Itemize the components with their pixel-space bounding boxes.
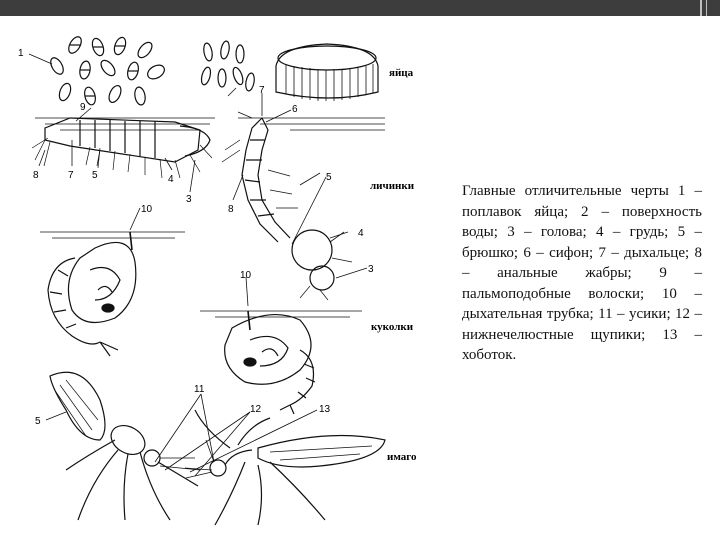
anopheles-adult <box>50 372 200 520</box>
stage-labels <box>370 67 417 463</box>
mosquito-development-figure <box>0 16 440 540</box>
label-10: 10 <box>240 270 252 281</box>
label-3: 3 <box>186 194 192 205</box>
label-12: 12 <box>250 404 262 415</box>
label-9: 9 <box>80 102 86 113</box>
label-4: 4 <box>168 174 174 185</box>
label-6: 6 <box>292 104 298 115</box>
label-3: 3 <box>368 264 374 275</box>
label-5: 5 <box>92 170 98 181</box>
aedes-eggs <box>200 40 256 91</box>
label-5: 5 <box>35 416 41 427</box>
label-8: 8 <box>33 170 39 181</box>
label-5: 5 <box>326 172 332 183</box>
top-bar-marker <box>700 0 702 16</box>
culex-egg-raft <box>276 44 378 101</box>
culex-adult <box>185 410 385 525</box>
label-10: 10 <box>141 204 153 215</box>
label-7: 7 <box>259 85 265 96</box>
pupa-water-lines <box>40 232 362 317</box>
legend-caption: Главные отличительные черты 1 – поплавок яйца; 2 – поверхность воды; 3 – голова; 4 – грудь; 5 – брюшко; 6 – сифон; 7 – дыхальце; 8 – анальные жабры; 9 – пальмоподобные волоски; 10 – дыхательная трубка; 11 – усики; 12 – нижнечелюстные щупики; 13 – хоботок. <box>462 183 702 363</box>
stage-label-larvae: личинки <box>370 180 415 192</box>
label-13: 13 <box>319 404 331 415</box>
label-11: 11 <box>194 384 205 395</box>
legend-text-block <box>462 181 702 366</box>
water-surface-lines <box>35 118 385 130</box>
stage-label-eggs: яйца <box>389 67 414 79</box>
label-7: 7 <box>68 170 74 181</box>
slide-top-bar <box>0 0 720 16</box>
stage-label-adults: имаго <box>387 451 417 463</box>
label-4: 4 <box>358 228 364 239</box>
label-8: 8 <box>228 204 234 215</box>
top-bar-marker <box>706 0 707 16</box>
number-labels <box>18 48 374 427</box>
culex-pupa <box>225 311 315 414</box>
stage-label-pupae: куколки <box>371 321 414 333</box>
anopheles-eggs <box>48 35 167 106</box>
label-1: 1 <box>18 48 24 59</box>
anopheles-larva <box>32 118 212 178</box>
anopheles-pupa <box>48 232 136 356</box>
